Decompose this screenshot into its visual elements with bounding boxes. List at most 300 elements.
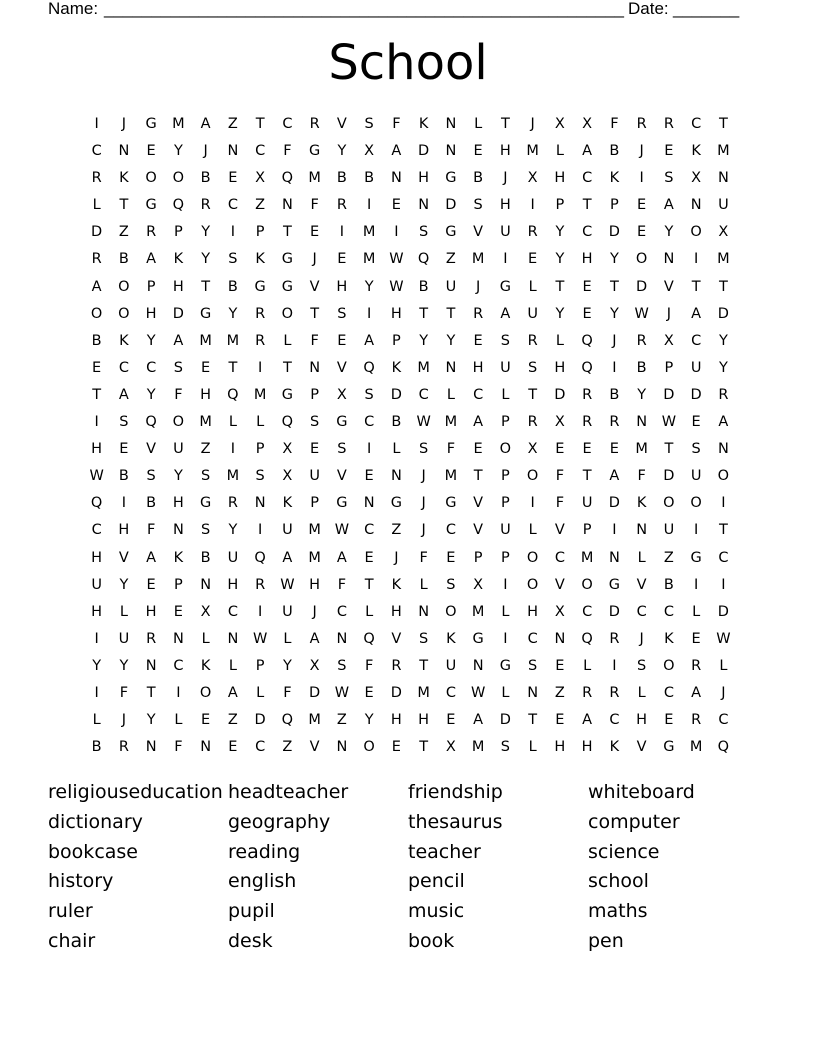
grid-letter[interactable]: G bbox=[145, 116, 157, 132]
grid-letter[interactable]: Y bbox=[555, 305, 565, 322]
grid-letter[interactable]: C bbox=[582, 603, 593, 620]
grid-letter[interactable]: O bbox=[281, 305, 294, 322]
grid-letter[interactable]: C bbox=[609, 712, 620, 729]
grid-letter[interactable]: L bbox=[719, 657, 728, 674]
grid-letter[interactable]: A bbox=[582, 712, 593, 729]
grid-letter[interactable]: O bbox=[145, 170, 157, 187]
grid-letter[interactable]: E bbox=[119, 441, 129, 458]
grid-letter[interactable]: Y bbox=[146, 386, 156, 403]
grid-letter[interactable]: R bbox=[663, 116, 674, 132]
grid-letter[interactable]: G bbox=[200, 305, 212, 322]
grid-letter[interactable]: U bbox=[690, 359, 702, 376]
grid-letter[interactable]: M bbox=[226, 332, 240, 349]
grid-letter[interactable]: C bbox=[691, 116, 702, 132]
grid-letter[interactable]: C bbox=[445, 684, 456, 701]
grid-letter[interactable]: D bbox=[608, 603, 620, 620]
grid-letter[interactable]: B bbox=[609, 143, 620, 160]
grid-letter[interactable]: Y bbox=[637, 386, 647, 403]
grid-letter[interactable]: I bbox=[94, 414, 99, 431]
grid-letter[interactable]: L bbox=[528, 278, 537, 295]
grid-letter[interactable]: P bbox=[501, 549, 510, 566]
grid-letter[interactable]: A bbox=[473, 712, 484, 729]
grid-letter[interactable]: H bbox=[472, 359, 484, 376]
grid-letter[interactable]: P bbox=[473, 549, 483, 566]
grid-letter[interactable]: Q bbox=[581, 359, 593, 376]
grid-letter[interactable]: I bbox=[693, 522, 699, 539]
grid-letter[interactable]: Y bbox=[364, 278, 374, 295]
grid-letter[interactable]: X bbox=[336, 386, 347, 403]
grid-letter[interactable]: E bbox=[473, 143, 483, 160]
grid-letter[interactable]: D bbox=[690, 386, 702, 403]
grid-letter[interactable]: J bbox=[121, 116, 127, 132]
grid-letter[interactable]: T bbox=[500, 116, 510, 132]
grid-letter[interactable]: R bbox=[691, 712, 702, 729]
grid-letter[interactable]: Y bbox=[173, 143, 183, 160]
grid-letter[interactable]: M bbox=[253, 386, 267, 403]
grid-letter[interactable]: Y bbox=[419, 332, 429, 349]
grid-letter[interactable]: N bbox=[636, 414, 648, 431]
grid-letter[interactable]: C bbox=[364, 522, 375, 539]
grid-letter[interactable]: H bbox=[200, 386, 212, 403]
grid-letter[interactable]: L bbox=[119, 603, 128, 620]
grid-letter[interactable]: H bbox=[554, 739, 566, 756]
grid-letter[interactable]: T bbox=[92, 386, 102, 403]
grid-letter[interactable]: N bbox=[336, 739, 348, 756]
grid-letter[interactable]: R bbox=[146, 224, 157, 241]
grid-letter[interactable]: E bbox=[146, 576, 156, 593]
grid-letter[interactable]: M bbox=[226, 468, 240, 485]
grid-letter[interactable]: R bbox=[609, 630, 620, 647]
grid-letter[interactable]: T bbox=[528, 386, 538, 403]
grid-letter[interactable]: B bbox=[364, 170, 375, 187]
grid-letter[interactable]: T bbox=[310, 305, 320, 322]
grid-letter[interactable]: O bbox=[717, 468, 730, 485]
grid-letter[interactable]: T bbox=[419, 305, 429, 322]
grid-letter[interactable]: T bbox=[364, 576, 374, 593]
grid-letter[interactable]: F bbox=[310, 332, 319, 349]
grid-letter[interactable]: D bbox=[309, 684, 321, 701]
grid-letter[interactable]: U bbox=[282, 522, 293, 539]
grid-letter[interactable]: G bbox=[281, 251, 293, 268]
grid-letter[interactable]: A bbox=[227, 684, 238, 701]
grid-letter[interactable]: Z bbox=[227, 712, 238, 729]
grid-letter[interactable]: D bbox=[390, 684, 402, 701]
grid-letter[interactable]: F bbox=[310, 197, 319, 214]
grid-letter[interactable]: L bbox=[392, 441, 401, 458]
grid-letter[interactable]: E bbox=[201, 359, 211, 376]
grid-letter[interactable]: X bbox=[309, 657, 320, 674]
grid-letter[interactable]: F bbox=[119, 684, 129, 701]
grid-letter[interactable]: F bbox=[283, 143, 292, 160]
grid-letter[interactable]: C bbox=[554, 549, 565, 566]
grid-letter[interactable]: T bbox=[664, 441, 674, 458]
grid-letter[interactable]: E bbox=[364, 549, 374, 566]
grid-letter[interactable]: C bbox=[255, 143, 266, 160]
grid-letter[interactable]: G bbox=[254, 278, 266, 295]
grid-letter[interactable]: J bbox=[312, 603, 317, 620]
grid-letter[interactable]: I bbox=[503, 630, 508, 647]
grid-letter[interactable]: A bbox=[691, 305, 702, 322]
grid-letter[interactable]: I bbox=[530, 495, 535, 512]
grid-letter[interactable]: M bbox=[526, 143, 539, 160]
grid-letter[interactable]: A bbox=[718, 414, 729, 431]
grid-letter[interactable]: I bbox=[693, 576, 699, 593]
grid-letter[interactable]: H bbox=[390, 603, 402, 620]
grid-letter[interactable]: C bbox=[227, 603, 238, 620]
grid-letter[interactable]: G bbox=[608, 576, 620, 593]
grid-letter[interactable]: G bbox=[336, 414, 348, 431]
grid-letter[interactable]: I bbox=[639, 170, 644, 187]
grid-letter[interactable]: L bbox=[555, 143, 564, 160]
grid-letter[interactable]: K bbox=[664, 630, 674, 647]
grid-letter[interactable]: H bbox=[309, 576, 321, 593]
grid-letter[interactable]: W bbox=[252, 630, 268, 647]
grid-letter[interactable]: R bbox=[146, 630, 157, 647]
grid-letter[interactable]: A bbox=[473, 414, 484, 431]
grid-letter[interactable]: W bbox=[716, 630, 731, 647]
grid-letter[interactable]: Y bbox=[201, 251, 211, 268]
grid-letter[interactable]: Q bbox=[717, 739, 730, 756]
grid-letter[interactable]: L bbox=[201, 630, 210, 647]
grid-letter[interactable]: V bbox=[663, 278, 674, 295]
grid-letter[interactable]: L bbox=[555, 332, 564, 349]
grid-letter[interactable]: S bbox=[310, 414, 320, 431]
grid-letter[interactable]: D bbox=[717, 305, 729, 322]
grid-letter[interactable]: X bbox=[554, 603, 565, 620]
grid-letter[interactable]: M bbox=[444, 468, 458, 485]
grid-letter[interactable]: A bbox=[582, 143, 593, 160]
grid-letter[interactable]: M bbox=[444, 414, 458, 431]
grid-letter[interactable]: G bbox=[309, 143, 321, 160]
grid-letter[interactable]: T bbox=[419, 657, 429, 674]
grid-letter[interactable]: C bbox=[418, 386, 429, 403]
grid-letter[interactable]: U bbox=[690, 468, 702, 485]
grid-letter[interactable]: T bbox=[201, 278, 211, 295]
grid-letter[interactable]: E bbox=[582, 278, 592, 295]
grid-letter[interactable]: L bbox=[92, 197, 101, 214]
grid-letter[interactable]: Q bbox=[363, 359, 375, 376]
grid-letter[interactable]: I bbox=[366, 305, 372, 322]
grid-letter[interactable]: I bbox=[366, 441, 372, 458]
grid-letter[interactable]: Z bbox=[118, 224, 129, 241]
grid-letter[interactable]: R bbox=[255, 332, 266, 349]
grid-letter[interactable]: O bbox=[90, 305, 103, 322]
grid-letter[interactable]: R bbox=[255, 576, 266, 593]
grid-letter[interactable]: O bbox=[172, 170, 185, 187]
grid-letter[interactable]: A bbox=[282, 549, 293, 566]
grid-letter[interactable]: E bbox=[337, 251, 347, 268]
grid-letter[interactable]: W bbox=[661, 414, 677, 431]
grid-letter[interactable]: Y bbox=[718, 359, 728, 376]
grid-letter[interactable]: M bbox=[471, 739, 485, 756]
grid-letter[interactable]: L bbox=[583, 657, 592, 674]
grid-letter[interactable]: H bbox=[499, 197, 511, 214]
grid-letter[interactable]: T bbox=[528, 712, 538, 729]
grid-letter[interactable]: T bbox=[555, 278, 565, 295]
grid-letter[interactable]: Y bbox=[201, 224, 211, 241]
grid-letter[interactable]: D bbox=[445, 197, 457, 214]
grid-letter[interactable]: I bbox=[394, 224, 399, 241]
grid-letter[interactable]: L bbox=[637, 549, 646, 566]
grid-letter[interactable]: J bbox=[394, 549, 399, 566]
grid-letter[interactable]: T bbox=[691, 278, 701, 295]
grid-letter[interactable]: U bbox=[173, 441, 184, 458]
grid-letter[interactable]: H bbox=[390, 712, 402, 729]
grid-letter[interactable]: O bbox=[172, 414, 185, 431]
grid-letter[interactable]: U bbox=[500, 522, 511, 539]
grid-letter[interactable]: X bbox=[691, 170, 702, 187]
grid-letter[interactable]: N bbox=[418, 603, 430, 620]
grid-letter[interactable]: I bbox=[230, 441, 236, 458]
grid-letter[interactable]: W bbox=[416, 414, 431, 431]
grid-letter[interactable]: F bbox=[283, 684, 292, 701]
grid-letter[interactable]: B bbox=[636, 359, 647, 376]
grid-letter[interactable]: T bbox=[282, 224, 292, 241]
grid-letter[interactable]: D bbox=[608, 495, 620, 512]
grid-letter[interactable]: U bbox=[445, 657, 457, 674]
grid-letter[interactable]: R bbox=[473, 305, 484, 322]
grid-letter[interactable]: S bbox=[528, 359, 538, 376]
grid-letter[interactable]: G bbox=[281, 386, 293, 403]
grid-letter[interactable]: K bbox=[691, 143, 701, 160]
grid-letter[interactable]: G bbox=[499, 657, 511, 674]
grid-letter[interactable]: T bbox=[419, 739, 429, 756]
grid-letter[interactable]: S bbox=[337, 305, 347, 322]
grid-letter[interactable]: P bbox=[610, 197, 619, 214]
grid-letter[interactable]: S bbox=[364, 386, 374, 403]
grid-letter[interactable]: E bbox=[173, 603, 183, 620]
grid-letter[interactable]: G bbox=[390, 495, 402, 512]
grid-letter[interactable]: Q bbox=[227, 386, 239, 403]
grid-letter[interactable]: E bbox=[582, 305, 592, 322]
grid-letter[interactable]: J bbox=[639, 143, 644, 160]
grid-letter[interactable]: Y bbox=[228, 305, 238, 322]
grid-letter[interactable]: O bbox=[663, 495, 675, 512]
grid-letter[interactable]: H bbox=[554, 170, 566, 187]
grid-letter[interactable]: R bbox=[227, 495, 238, 512]
grid-letter[interactable]: B bbox=[200, 549, 211, 566]
grid-letter[interactable]: F bbox=[174, 386, 183, 403]
grid-letter[interactable]: R bbox=[636, 332, 647, 349]
grid-letter[interactable]: L bbox=[283, 630, 292, 647]
grid-letter[interactable]: P bbox=[392, 332, 401, 349]
grid-letter[interactable]: L bbox=[446, 386, 455, 403]
grid-letter[interactable]: N bbox=[145, 739, 157, 756]
grid-letter[interactable]: K bbox=[391, 359, 402, 376]
grid-letter[interactable]: O bbox=[690, 495, 702, 512]
grid-letter[interactable]: Y bbox=[282, 657, 292, 674]
grid-letter[interactable]: M bbox=[580, 549, 594, 566]
grid-letter[interactable]: N bbox=[200, 739, 212, 756]
grid-letter[interactable]: C bbox=[636, 603, 647, 620]
grid-letter[interactable]: I bbox=[257, 603, 263, 620]
grid-letter[interactable]: X bbox=[445, 739, 456, 756]
grid-letter[interactable]: Y bbox=[664, 224, 674, 241]
grid-letter[interactable]: A bbox=[146, 549, 157, 566]
grid-letter[interactable]: U bbox=[227, 549, 239, 566]
grid-letter[interactable]: F bbox=[364, 657, 374, 674]
grid-letter[interactable]: G bbox=[281, 278, 293, 295]
grid-letter[interactable]: F bbox=[555, 468, 565, 485]
grid-letter[interactable]: F bbox=[637, 468, 646, 485]
grid-letter[interactable]: I bbox=[257, 359, 263, 376]
grid-letter[interactable]: W bbox=[470, 684, 486, 701]
grid-letter[interactable]: E bbox=[637, 224, 647, 241]
grid-letter[interactable]: O bbox=[690, 224, 702, 241]
grid-letter[interactable]: G bbox=[663, 739, 675, 756]
grid-letter[interactable]: N bbox=[636, 522, 648, 539]
grid-letter[interactable]: I bbox=[121, 495, 127, 512]
grid-letter[interactable]: E bbox=[446, 712, 456, 729]
grid-letter[interactable]: Y bbox=[228, 522, 238, 539]
grid-letter[interactable]: U bbox=[445, 278, 457, 295]
grid-letter[interactable]: N bbox=[418, 197, 430, 214]
grid-letter[interactable]: U bbox=[527, 305, 538, 322]
grid-letter[interactable]: N bbox=[363, 495, 375, 512]
grid-letter[interactable]: B bbox=[146, 495, 157, 512]
grid-letter[interactable]: Y bbox=[555, 251, 565, 268]
grid-letter[interactable]: Y bbox=[92, 657, 102, 674]
grid-letter[interactable]: A bbox=[309, 630, 320, 647]
grid-letter[interactable]: H bbox=[172, 278, 184, 295]
grid-letter[interactable]: E bbox=[228, 739, 238, 756]
grid-letter[interactable]: N bbox=[200, 576, 212, 593]
grid-letter[interactable]: A bbox=[691, 684, 702, 701]
grid-letter[interactable]: K bbox=[418, 116, 429, 132]
grid-letter[interactable]: P bbox=[310, 386, 319, 403]
grid-letter[interactable]: E bbox=[691, 414, 701, 431]
grid-letter[interactable]: L bbox=[637, 684, 646, 701]
grid-letter[interactable]: T bbox=[228, 359, 238, 376]
grid-letter[interactable]: I bbox=[612, 657, 617, 674]
grid-letter[interactable]: W bbox=[389, 278, 404, 295]
grid-letter[interactable]: C bbox=[255, 739, 266, 756]
grid-letter[interactable]: U bbox=[500, 359, 511, 376]
grid-letter[interactable]: Y bbox=[609, 305, 619, 322]
grid-letter[interactable]: P bbox=[501, 468, 510, 485]
grid-letter[interactable]: E bbox=[364, 684, 374, 701]
grid-letter[interactable]: P bbox=[255, 441, 265, 458]
grid-letter[interactable]: P bbox=[310, 495, 319, 512]
grid-letter[interactable]: R bbox=[255, 305, 266, 322]
grid-letter[interactable]: C bbox=[582, 224, 593, 241]
grid-letter[interactable]: I bbox=[257, 522, 263, 539]
grid-letter[interactable]: E bbox=[582, 441, 592, 458]
grid-letter[interactable]: F bbox=[555, 495, 565, 512]
grid-letter[interactable]: A bbox=[146, 251, 157, 268]
grid-letter[interactable]: L bbox=[174, 712, 183, 729]
grid-letter[interactable]: J bbox=[639, 630, 644, 647]
grid-letter[interactable]: C bbox=[445, 522, 456, 539]
grid-letter[interactable]: Z bbox=[663, 549, 674, 566]
grid-letter[interactable]: D bbox=[663, 386, 675, 403]
grid-letter[interactable]: V bbox=[554, 522, 565, 539]
grid-letter[interactable]: A bbox=[609, 468, 620, 485]
grid-letter[interactable]: R bbox=[582, 414, 593, 431]
grid-letter[interactable]: I bbox=[230, 224, 236, 241]
grid-letter[interactable]: I bbox=[339, 224, 345, 241]
grid-letter[interactable]: X bbox=[554, 116, 565, 132]
grid-letter[interactable]: T bbox=[718, 116, 728, 132]
grid-letter[interactable]: O bbox=[526, 549, 539, 566]
grid-letter[interactable]: E bbox=[664, 712, 674, 729]
grid-letter[interactable]: J bbox=[721, 684, 726, 701]
grid-letter[interactable]: H bbox=[418, 170, 430, 187]
grid-letter[interactable]: D bbox=[172, 305, 184, 322]
grid-letter[interactable]: T bbox=[255, 116, 265, 132]
grid-letter[interactable]: E bbox=[555, 712, 565, 729]
grid-letter[interactable]: S bbox=[419, 224, 429, 241]
grid-letter[interactable]: R bbox=[718, 386, 729, 403]
grid-letter[interactable]: D bbox=[254, 712, 266, 729]
grid-letter[interactable]: Q bbox=[581, 630, 593, 647]
grid-letter[interactable]: G bbox=[445, 495, 457, 512]
grid-letter[interactable]: M bbox=[717, 143, 730, 160]
grid-letter[interactable]: R bbox=[691, 657, 702, 674]
grid-letter[interactable]: I bbox=[503, 251, 508, 268]
grid-letter[interactable]: E bbox=[201, 712, 211, 729]
grid-letter[interactable]: C bbox=[282, 116, 293, 132]
grid-letter[interactable]: L bbox=[692, 603, 701, 620]
grid-letter[interactable]: H bbox=[118, 522, 130, 539]
grid-letter[interactable]: M bbox=[199, 332, 212, 349]
grid-letter[interactable]: I bbox=[721, 495, 726, 512]
grid-letter[interactable]: T bbox=[609, 278, 619, 295]
grid-letter[interactable]: H bbox=[581, 739, 593, 756]
grid-letter[interactable]: F bbox=[337, 576, 347, 593]
grid-letter[interactable]: Z bbox=[227, 116, 238, 132]
grid-letter[interactable]: Y bbox=[718, 332, 728, 349]
grid-letter[interactable]: N bbox=[390, 468, 402, 485]
grid-letter[interactable]: N bbox=[690, 197, 702, 214]
grid-letter[interactable]: M bbox=[362, 251, 376, 268]
grid-letter[interactable]: O bbox=[199, 684, 212, 701]
grid-letter[interactable]: O bbox=[581, 576, 593, 593]
grid-letter[interactable]: X bbox=[473, 576, 484, 593]
grid-letter[interactable]: L bbox=[228, 657, 237, 674]
grid-letter[interactable]: P bbox=[664, 359, 674, 376]
grid-letter[interactable]: C bbox=[718, 549, 729, 566]
grid-letter[interactable]: S bbox=[201, 522, 211, 539]
grid-letter[interactable]: K bbox=[200, 657, 211, 674]
grid-letter[interactable]: V bbox=[554, 576, 565, 593]
grid-letter[interactable]: Q bbox=[281, 170, 294, 187]
grid-letter[interactable]: G bbox=[472, 630, 484, 647]
grid-letter[interactable]: B bbox=[227, 278, 238, 295]
grid-letter[interactable]: V bbox=[309, 739, 320, 756]
grid-letter[interactable]: Y bbox=[446, 332, 456, 349]
grid-letter[interactable]: A bbox=[91, 278, 102, 295]
grid-letter[interactable]: I bbox=[612, 359, 617, 376]
grid-letter[interactable]: B bbox=[200, 170, 211, 187]
grid-letter[interactable]: R bbox=[609, 414, 620, 431]
grid-letter[interactable]: T bbox=[146, 684, 156, 701]
grid-letter[interactable]: R bbox=[91, 251, 102, 268]
grid-letter[interactable]: V bbox=[118, 549, 129, 566]
grid-letter[interactable]: Y bbox=[146, 332, 156, 349]
grid-letter[interactable]: Q bbox=[281, 712, 294, 729]
grid-letter[interactable]: W bbox=[634, 305, 649, 322]
grid-letter[interactable]: U bbox=[282, 603, 293, 620]
grid-letter[interactable]: C bbox=[663, 684, 674, 701]
grid-letter[interactable]: B bbox=[91, 332, 102, 349]
grid-letter[interactable]: R bbox=[309, 116, 320, 132]
grid-letter[interactable]: B bbox=[663, 576, 674, 593]
grid-letter[interactable]: M bbox=[172, 116, 185, 132]
grid-letter[interactable]: R bbox=[527, 414, 538, 431]
grid-letter[interactable]: B bbox=[118, 468, 129, 485]
grid-letter[interactable]: S bbox=[255, 468, 265, 485]
